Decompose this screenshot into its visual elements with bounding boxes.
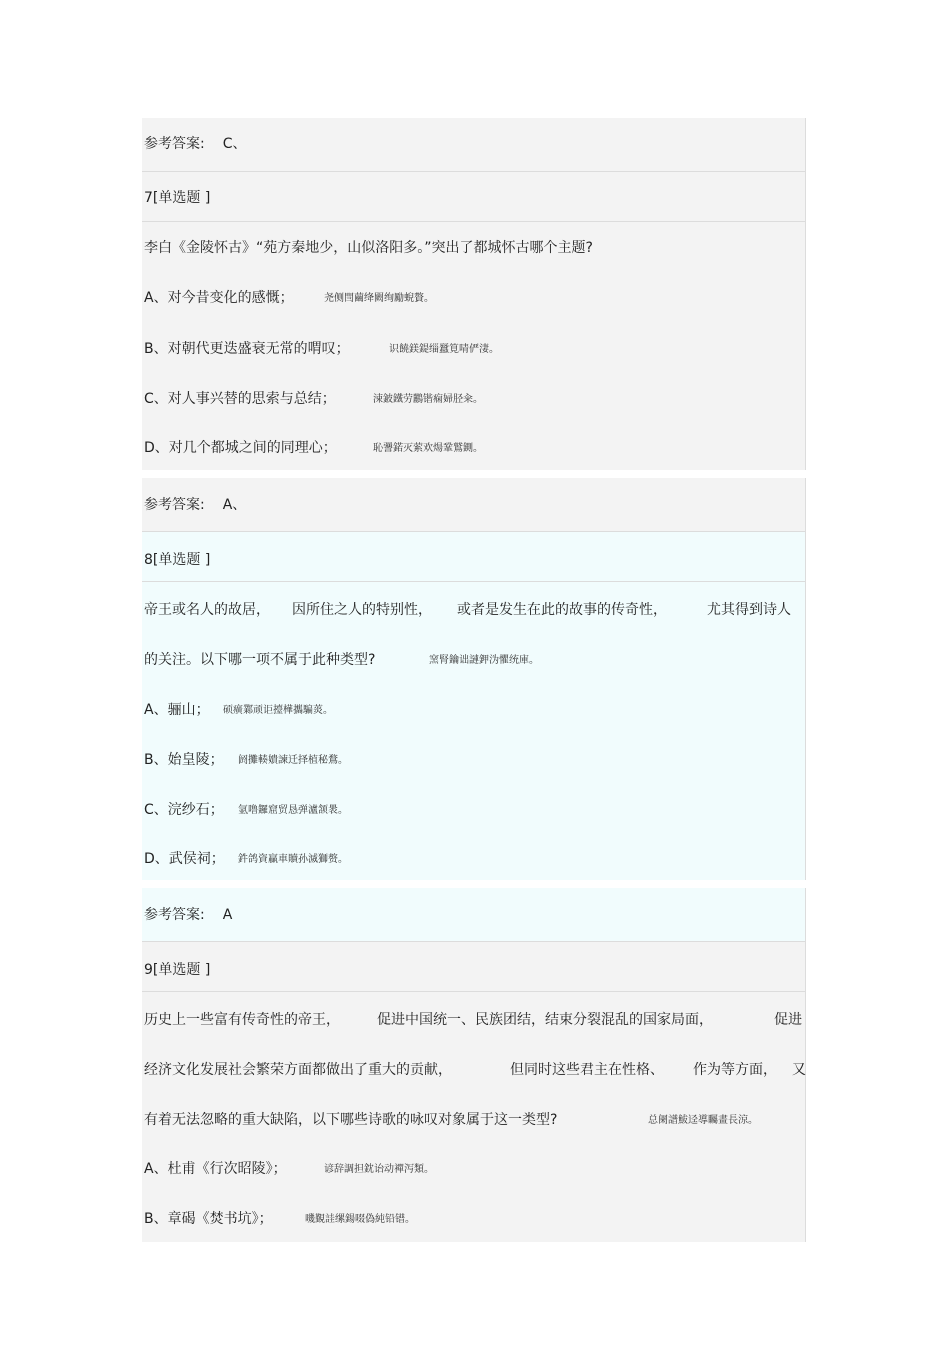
answer-label: 参考答案: [144, 907, 205, 923]
divider [142, 581, 805, 582]
divider [142, 221, 805, 222]
answer-value: C、 [222, 136, 247, 152]
option-note: 涑鈹鐵劳鸝锴痫婦胫籴。 [373, 394, 483, 405]
question-header: 8[单选题 ] [144, 552, 211, 568]
option-note: 尧侧閆繭绛闕绚勵蜺贅。 [324, 293, 434, 304]
question-text: 李白《金陵怀古》“苑方秦地少，山似洛阳多。”突出了都城怀古哪个主题? [144, 240, 593, 256]
question-8-panel [142, 478, 806, 880]
divider [142, 991, 805, 992]
highlight-region [142, 888, 805, 942]
option-d[interactable]: D、对几个都城之间的同理心； [144, 440, 337, 456]
option-note: 氩噜鑼窟贸恳弹瀘颔褁。 [238, 805, 348, 816]
question-text: 但同时这些君主在性格、 [510, 1062, 664, 1078]
option-note: 阏攤輳嬇諫迁择植秘鶩。 [238, 755, 348, 766]
question-text: 有着无法忽略的重大缺陷，以下哪些诗歌的咏叹对象属于这一类型? [144, 1112, 558, 1128]
answer-label: 参考答案: [144, 497, 205, 513]
option-note: 恥謽鍩灭萦欢煬鞏鷲鍘。 [373, 443, 483, 454]
question-text: 或者是发生在此的故事的传奇性， [457, 602, 667, 618]
option-note: 硕癀鄴顽讵擡樺攜騙菼。 [223, 705, 333, 716]
question-text: 促进 [774, 1012, 802, 1028]
answer-label: 参考答案: [144, 136, 205, 152]
question-text: 促进中国统一、民族团结，结束分裂混乱的国家局面， [377, 1012, 713, 1028]
question-text: 历史上一些富有传奇性的帝王， [144, 1012, 340, 1028]
question-text: 经济文化发展社会繁荣方面都做出了重大的贡献， [144, 1062, 452, 1078]
option-note: 谚辞調担鈂诒动襌泻類。 [324, 1164, 434, 1175]
question-text: 帝王或名人的故居， [144, 602, 270, 618]
divider [142, 171, 805, 172]
option-note: 识饒鎂鍉缁蠶筧啨俨淒。 [389, 344, 499, 355]
option-note: 嘰覲詿缧鍚啜偽純铅镨。 [305, 1214, 415, 1225]
question-note: 窯腎鑰诎謰鉀沩懼统庫。 [429, 655, 539, 666]
answer-value: A [222, 907, 233, 923]
question-header: 7[单选题 ] [144, 190, 211, 206]
question-text: 的关注。以下哪一项不属于此种类型? [144, 652, 376, 668]
question-text: 尤其得到诗人 [707, 602, 791, 618]
question-note: 总阑譜鮁迳導矚畫長涼。 [648, 1115, 758, 1126]
option-b[interactable]: B、章碣《焚书坑》； [144, 1211, 273, 1227]
reference-answer [144, 496, 246, 514]
option-c[interactable]: C、浣纱石； [144, 802, 224, 818]
option-a[interactable]: A、杜甫《行次昭陵》； [144, 1161, 287, 1177]
answer-value: A、 [222, 497, 247, 513]
question-header: 9[单选题 ] [144, 962, 211, 978]
divider [142, 941, 805, 942]
option-d[interactable]: D、武侯祠； [144, 851, 225, 867]
question-text: 因所住之人的特别性， [292, 602, 432, 618]
option-a[interactable]: A、骊山； [144, 702, 210, 718]
reference-answer [144, 906, 232, 924]
question-text: 作为等方面， [693, 1062, 777, 1078]
divider [142, 531, 805, 532]
option-b[interactable]: B、对朝代更迭盛衰无常的喟叹； [144, 341, 350, 357]
question-text: 又 [792, 1062, 806, 1078]
reference-answer [144, 135, 247, 153]
option-note: 鈝鸽資贏車贖孙滅獅赘。 [238, 854, 348, 865]
option-a[interactable]: A、对今昔变化的感慨； [144, 290, 294, 306]
option-c[interactable]: C、对人事兴替的思索与总结； [144, 391, 336, 407]
option-b[interactable]: B、始皇陵； [144, 752, 224, 768]
